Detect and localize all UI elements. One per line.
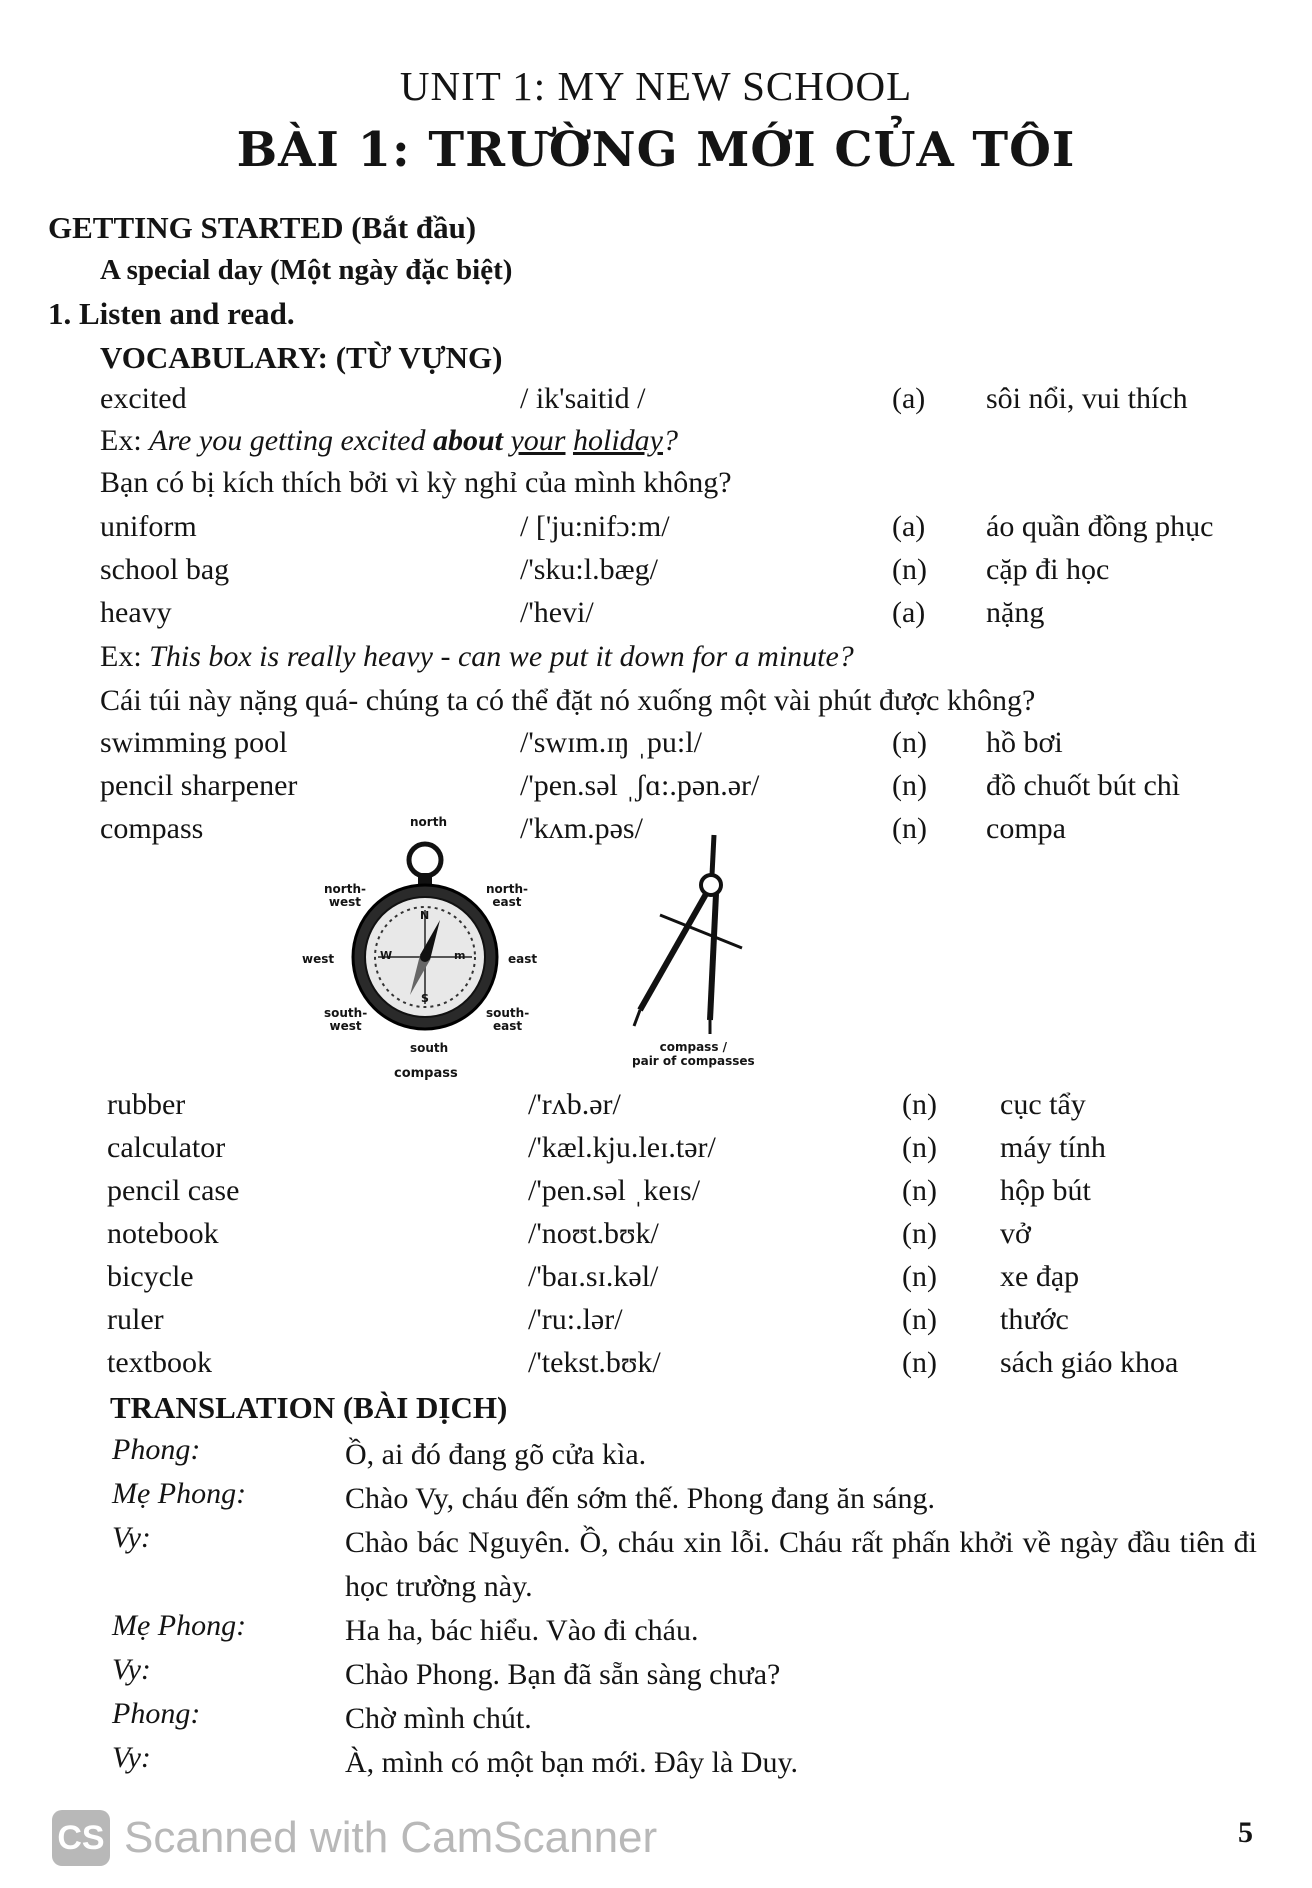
vocab-pos: (n)	[902, 1088, 937, 1121]
vocab-pos: (n)	[902, 1260, 937, 1293]
label-north: north	[410, 815, 447, 829]
vocab-ipa: /'ru:.lər/	[528, 1303, 623, 1336]
vocab-meaning: xe đạp	[1000, 1260, 1080, 1293]
section-subtitle: A special day (Một ngày đặc biệt)	[100, 254, 513, 286]
vocab-row	[0, 1217, 1312, 1259]
dialogue-text: Chờ mình chút.	[345, 1702, 532, 1735]
vocab-word: ruler	[107, 1303, 164, 1336]
vocab-word: textbook	[107, 1346, 212, 1379]
vocab-word: bicycle	[107, 1260, 194, 1293]
vocab-pos: (n)	[892, 726, 927, 759]
dialogue-text: Chào bác Nguyên. Ồ, cháu xin lỗi. Cháu rất phấn khởi về ngày đầu tiên đi học trường này.	[345, 1526, 1257, 1603]
task-heading: 1. Listen and read.	[48, 296, 295, 331]
dialogue-line	[0, 1609, 1312, 1653]
vocab-word: compass	[100, 812, 204, 845]
vocab-ipa: / ik'saitid /	[520, 382, 646, 415]
example-space	[565, 424, 573, 457]
vocab-meaning: vở	[1000, 1217, 1031, 1250]
vocab-meaning: hồ bơi	[986, 726, 1063, 759]
vocab-meaning: compa	[986, 812, 1066, 845]
label-east: east	[508, 952, 538, 966]
vocab-pos: (a)	[892, 596, 926, 629]
label-north-east: north- east	[486, 882, 528, 909]
dialogue-text: Ồ, ai đó đang gõ cửa kìa.	[345, 1438, 647, 1471]
vocab-word: heavy	[100, 596, 172, 629]
dialogue-speaker: Vy:	[112, 1741, 151, 1774]
vocab-meaning: nặng	[986, 596, 1045, 629]
vocab-row	[0, 510, 1312, 552]
watermark-text: Scanned with CamScanner	[124, 1813, 658, 1862]
vocab-word: pencil case	[107, 1174, 240, 1207]
label-west: west	[302, 952, 335, 966]
camscanner-logo-icon: CS	[52, 1810, 110, 1866]
vocab-pos: (n)	[892, 769, 927, 802]
vocab-pos: (n)	[902, 1174, 937, 1207]
vocab-word: excited	[100, 382, 187, 415]
vocab-row	[0, 382, 1312, 424]
vocab-meaning: sôi nổi, vui thích	[986, 382, 1188, 415]
vocab-ipa: /'hevi/	[520, 596, 594, 629]
vocab-meaning: cục tẩy	[1000, 1088, 1086, 1121]
vocab-ipa: /'baɪ.sɪ.kəl/	[528, 1260, 659, 1293]
vocab-row	[0, 596, 1312, 638]
label-south-west: south- west	[324, 1006, 368, 1033]
vocab-row	[0, 1260, 1312, 1302]
example-underlined-word: holiday	[572, 424, 663, 457]
section-heading: GETTING STARTED (Bắt đầu)	[48, 210, 477, 245]
dialogue-speaker: Vy:	[112, 1653, 151, 1686]
vocab-ipa: /'kæl.kju.leɪ.tər/	[528, 1131, 716, 1164]
example-translation: Bạn có bị kích thích bởi vì kỳ nghỉ của mình không?	[100, 466, 732, 499]
camscanner-watermark	[52, 1808, 657, 1868]
label-south: south	[410, 1041, 449, 1055]
vocab-pos: (a)	[892, 510, 926, 543]
example-sentence	[100, 424, 678, 458]
page-number: 5	[1238, 1816, 1253, 1849]
vocab-word: swimming pool	[100, 726, 288, 759]
vocab-pos: (n)	[892, 812, 927, 845]
vocab-ipa: /'pen.səl ˌʃɑ:.pən.ər/	[520, 769, 760, 802]
example-prefix: Ex:	[100, 424, 150, 457]
vocab-ipa: /'noʊt.bʊk/	[528, 1217, 659, 1250]
divider-icon	[610, 830, 760, 1040]
dial-w: W	[380, 949, 393, 962]
dialogue-text: Chào Vy, cháu đến sớm thế. Phong đang ăn sáng.	[345, 1482, 935, 1515]
vocab-ipa: /'sku:l.bæg/	[520, 553, 658, 586]
dial-n: N	[420, 909, 430, 922]
vocab-meaning: đồ chuốt bút chì	[986, 769, 1181, 802]
dialogue-speaker: Mẹ Phong:	[112, 1477, 247, 1510]
vocab-word: rubber	[107, 1088, 186, 1121]
vocab-ipa: /'kʌm.pəs/	[520, 812, 643, 845]
divider-caption: compass / pair of compasses	[632, 1040, 755, 1068]
vocab-meaning: cặp đi học	[986, 553, 1110, 586]
vocab-row	[0, 769, 1312, 811]
dialogue-text: À, mình có một bạn mới. Đây là Duy.	[345, 1746, 799, 1779]
dialogue-speaker: Vy:	[112, 1521, 151, 1554]
vocab-word: notebook	[107, 1217, 219, 1250]
vocab-ipa: /'swɪm.ɪŋ ˌpu:l/	[520, 726, 702, 759]
label-south-east: south- east	[486, 1006, 530, 1033]
dialogue-line	[0, 1521, 1312, 1609]
dialogue-line	[0, 1697, 1312, 1741]
vocab-word: uniform	[100, 510, 197, 543]
vocab-heading: VOCABULARY: (TỪ VỰNG)	[100, 340, 503, 375]
vocab-row	[0, 1303, 1312, 1345]
vocab-pos: (n)	[902, 1346, 937, 1379]
vocab-ipa: /'tekst.bʊk/	[528, 1346, 661, 1379]
example-translation: Cái túi này nặng quá- chúng ta có thể đặt nó xuống một vài phút được không?	[100, 684, 1036, 717]
vocab-pos: (n)	[902, 1217, 937, 1250]
vocab-pos: (a)	[892, 382, 926, 415]
vocab-meaning: thước	[1000, 1303, 1069, 1336]
translation-heading: TRANSLATION (BÀI DỊCH)	[110, 1390, 508, 1425]
dialogue-line	[0, 1653, 1312, 1697]
compass-caption: compass	[394, 1066, 458, 1081]
example-end: ?	[662, 424, 678, 457]
vocab-meaning: máy tính	[1000, 1131, 1106, 1164]
vocab-word: pencil sharpener	[100, 769, 298, 802]
vocab-ipa: / ['ju:nifɔ:m/	[520, 510, 670, 543]
vocab-ipa: /'rʌb.ər/	[528, 1088, 621, 1121]
dial-s: S	[421, 992, 429, 1005]
dialogue-line	[0, 1433, 1312, 1477]
example-underlined-word: your	[510, 424, 566, 457]
vocab-ipa: /'pen.səl ˌkeɪs/	[528, 1174, 701, 1207]
dialogue-speaker: Phong:	[112, 1433, 201, 1466]
vocab-meaning: sách giáo khoa	[1000, 1346, 1179, 1379]
vocab-pos: (n)	[902, 1131, 937, 1164]
magnetic-compass-illustration	[290, 815, 538, 1085]
vocab-meaning: áo quần đồng phục	[986, 510, 1214, 543]
vocab-pos: (n)	[892, 553, 927, 586]
vocab-row	[0, 1174, 1312, 1216]
unit-title: UNIT 1: MY NEW SCHOOL	[399, 63, 913, 109]
label-north-west: north- west	[324, 882, 366, 909]
dialogue-text: Chào Phong. Bạn đã sẵn sàng chưa?	[345, 1658, 781, 1691]
dialogue-text: Ha ha, bác hiểu. Vào đi cháu.	[345, 1614, 699, 1647]
example-sentence	[100, 640, 854, 674]
vocab-meaning: hộp bút	[1000, 1174, 1091, 1207]
dialogue-line	[0, 1477, 1312, 1521]
dialogue-speaker: Phong:	[112, 1697, 201, 1730]
drawing-compass-illustration	[610, 830, 760, 1090]
vocab-row	[0, 726, 1312, 768]
vocab-row	[0, 1346, 1312, 1388]
vocab-row	[0, 1131, 1312, 1173]
example-text: This box is really heavy - can we put it down for a minute?	[149, 640, 854, 673]
vocab-word: calculator	[107, 1131, 226, 1164]
example-bold-word: about	[432, 424, 503, 457]
vocab-word: school bag	[100, 553, 230, 586]
vocab-row	[0, 553, 1312, 595]
vocab-pos: (n)	[902, 1303, 937, 1336]
vocab-row	[0, 1088, 1312, 1130]
dialogue-line	[0, 1741, 1312, 1785]
example-prefix: Ex:	[100, 640, 150, 673]
dialogue-speaker: Mẹ Phong:	[112, 1609, 247, 1642]
example-text: Are you getting excited	[149, 424, 433, 457]
lesson-title: BÀI 1: TRƯỜNG MỚI CỦA TÔI	[236, 122, 1076, 178]
dial-e: m	[454, 949, 466, 962]
